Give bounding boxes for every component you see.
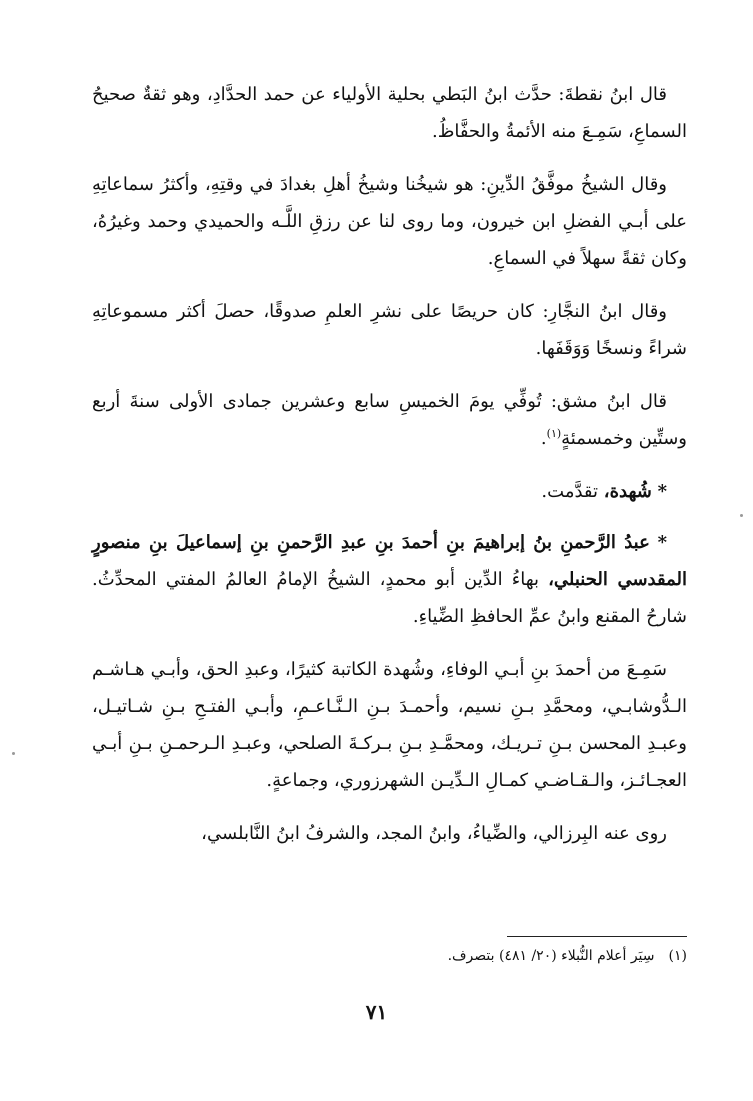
scan-speck [12,752,15,755]
footnote-reference: (١) [546,427,562,440]
paragraph-tail: . [540,428,547,449]
scan-speck [740,514,743,517]
paragraph-students [92,815,687,852]
paragraph-text: قال ابنُ نقطةَ: حدَّث ابنُ البَطي بحلية الأولياء عن حمد الحدَّادِ، وهو ثقةٌ صحيحُ السماعِ، سَمِـعَ منه الأئمةُ والحفَّاظُ. [92,84,687,142]
paragraph-ibn-mashq [92,383,687,457]
entry-marker: * [657,532,667,553]
entry-rest: تقدَّمت. [541,481,599,502]
main-text [92,76,687,868]
entry-name: شُهدة، [603,481,652,502]
paragraph-ibn-al-najjar [92,293,687,367]
footnote [92,944,687,968]
paragraph-ibn-nuqta [92,76,687,150]
paragraph-text: وقال ابنُ النجَّارِ: كان حريصًا على نشرِ العلمِ صدوقًا، حصلَ أكثر مسموعاتِهِ شراءً ونسخًا وَوَقَفَها. [92,301,687,359]
paragraph-teachers [92,651,687,799]
paragraph-text: سَمِـعَ من أحمدَ بنِ أبـي الوفاءِ، وشُهدة الكاتبة كثيرًا، وعبدِ الحق، وأبـي هـاشـم الـدُّوشابـي، ومحمَّدِ بـنِ نسيم، وأحمـدَ بـنِ الـنَّـاعـمِ، وأبـي الفتـحِ بـنِ شـاتيـل، وعبـدِ المحسن بـنِ تـريـك، ومحمَّـدِ بـنِ بـركـةَ الصلحي، وعبـدِ الـرحمـنِ بـنِ أبـي العجـائـز، والـقـاضـي كمـالِ الـدِّيـن الشهرزوري، وجماعةٍ. [92,659,687,791]
paragraph-text: روى عنه البِرزالي، والضِّياءُ، وابنُ المجد، والشرفُ ابنُ النَّابلسي، [201,823,667,844]
entry-name: عبدُ الرَّحمنِ بنُ إبراهيمَ بنِ أحمدَ بنِ عبدِ الرَّحمنِ بنِ إسماعيلَ بنِ منصورٍ المقدسي الحنبلي، [92,532,687,590]
entry-rest: بهاءُ الدِّين أبو محمدٍ، الشيخُ الإمامُ العالمُ المفتي المحدِّثُ. شارحُ المقنع وابنُ عمِّ الحافظِ الضِّياءِ. [92,569,687,627]
footnote-separator [507,936,687,937]
page-number: ٧١ [365,1000,388,1024]
entry-shuhda [92,473,687,510]
paragraph-muwaffaq-al-din [92,166,687,277]
paragraph-text: وقال الشيخُ موفَّقُ الدِّينِ: هو شيخُنا وشيخُ أهلِ بغدادَ في وقتِهِ، وأكثرُ سماعاتِهِ على أبـي الفضلِ ابن خيرون، وما روى لنا عن رزقِ اللَّـه والحميدي وحمد وغيرُهُ، وكان ثقةً سهلاً في السماعِ. [92,174,687,269]
entry-abdulrahman [92,524,687,635]
footnote-text: سِيَر أعلام النُّبلاء (٢٠/ ٤٨١) بتصرف. [447,948,655,964]
entry-marker: * [657,481,667,502]
footnote-mark: (١) [668,948,687,964]
paragraph-text: قال ابنُ مشق: تُوفِّي يومَ الخميسِ سابع وعشرين جمادى الأولى سنةَ أربع وستِّين وخمسمئةٍ [92,391,687,449]
